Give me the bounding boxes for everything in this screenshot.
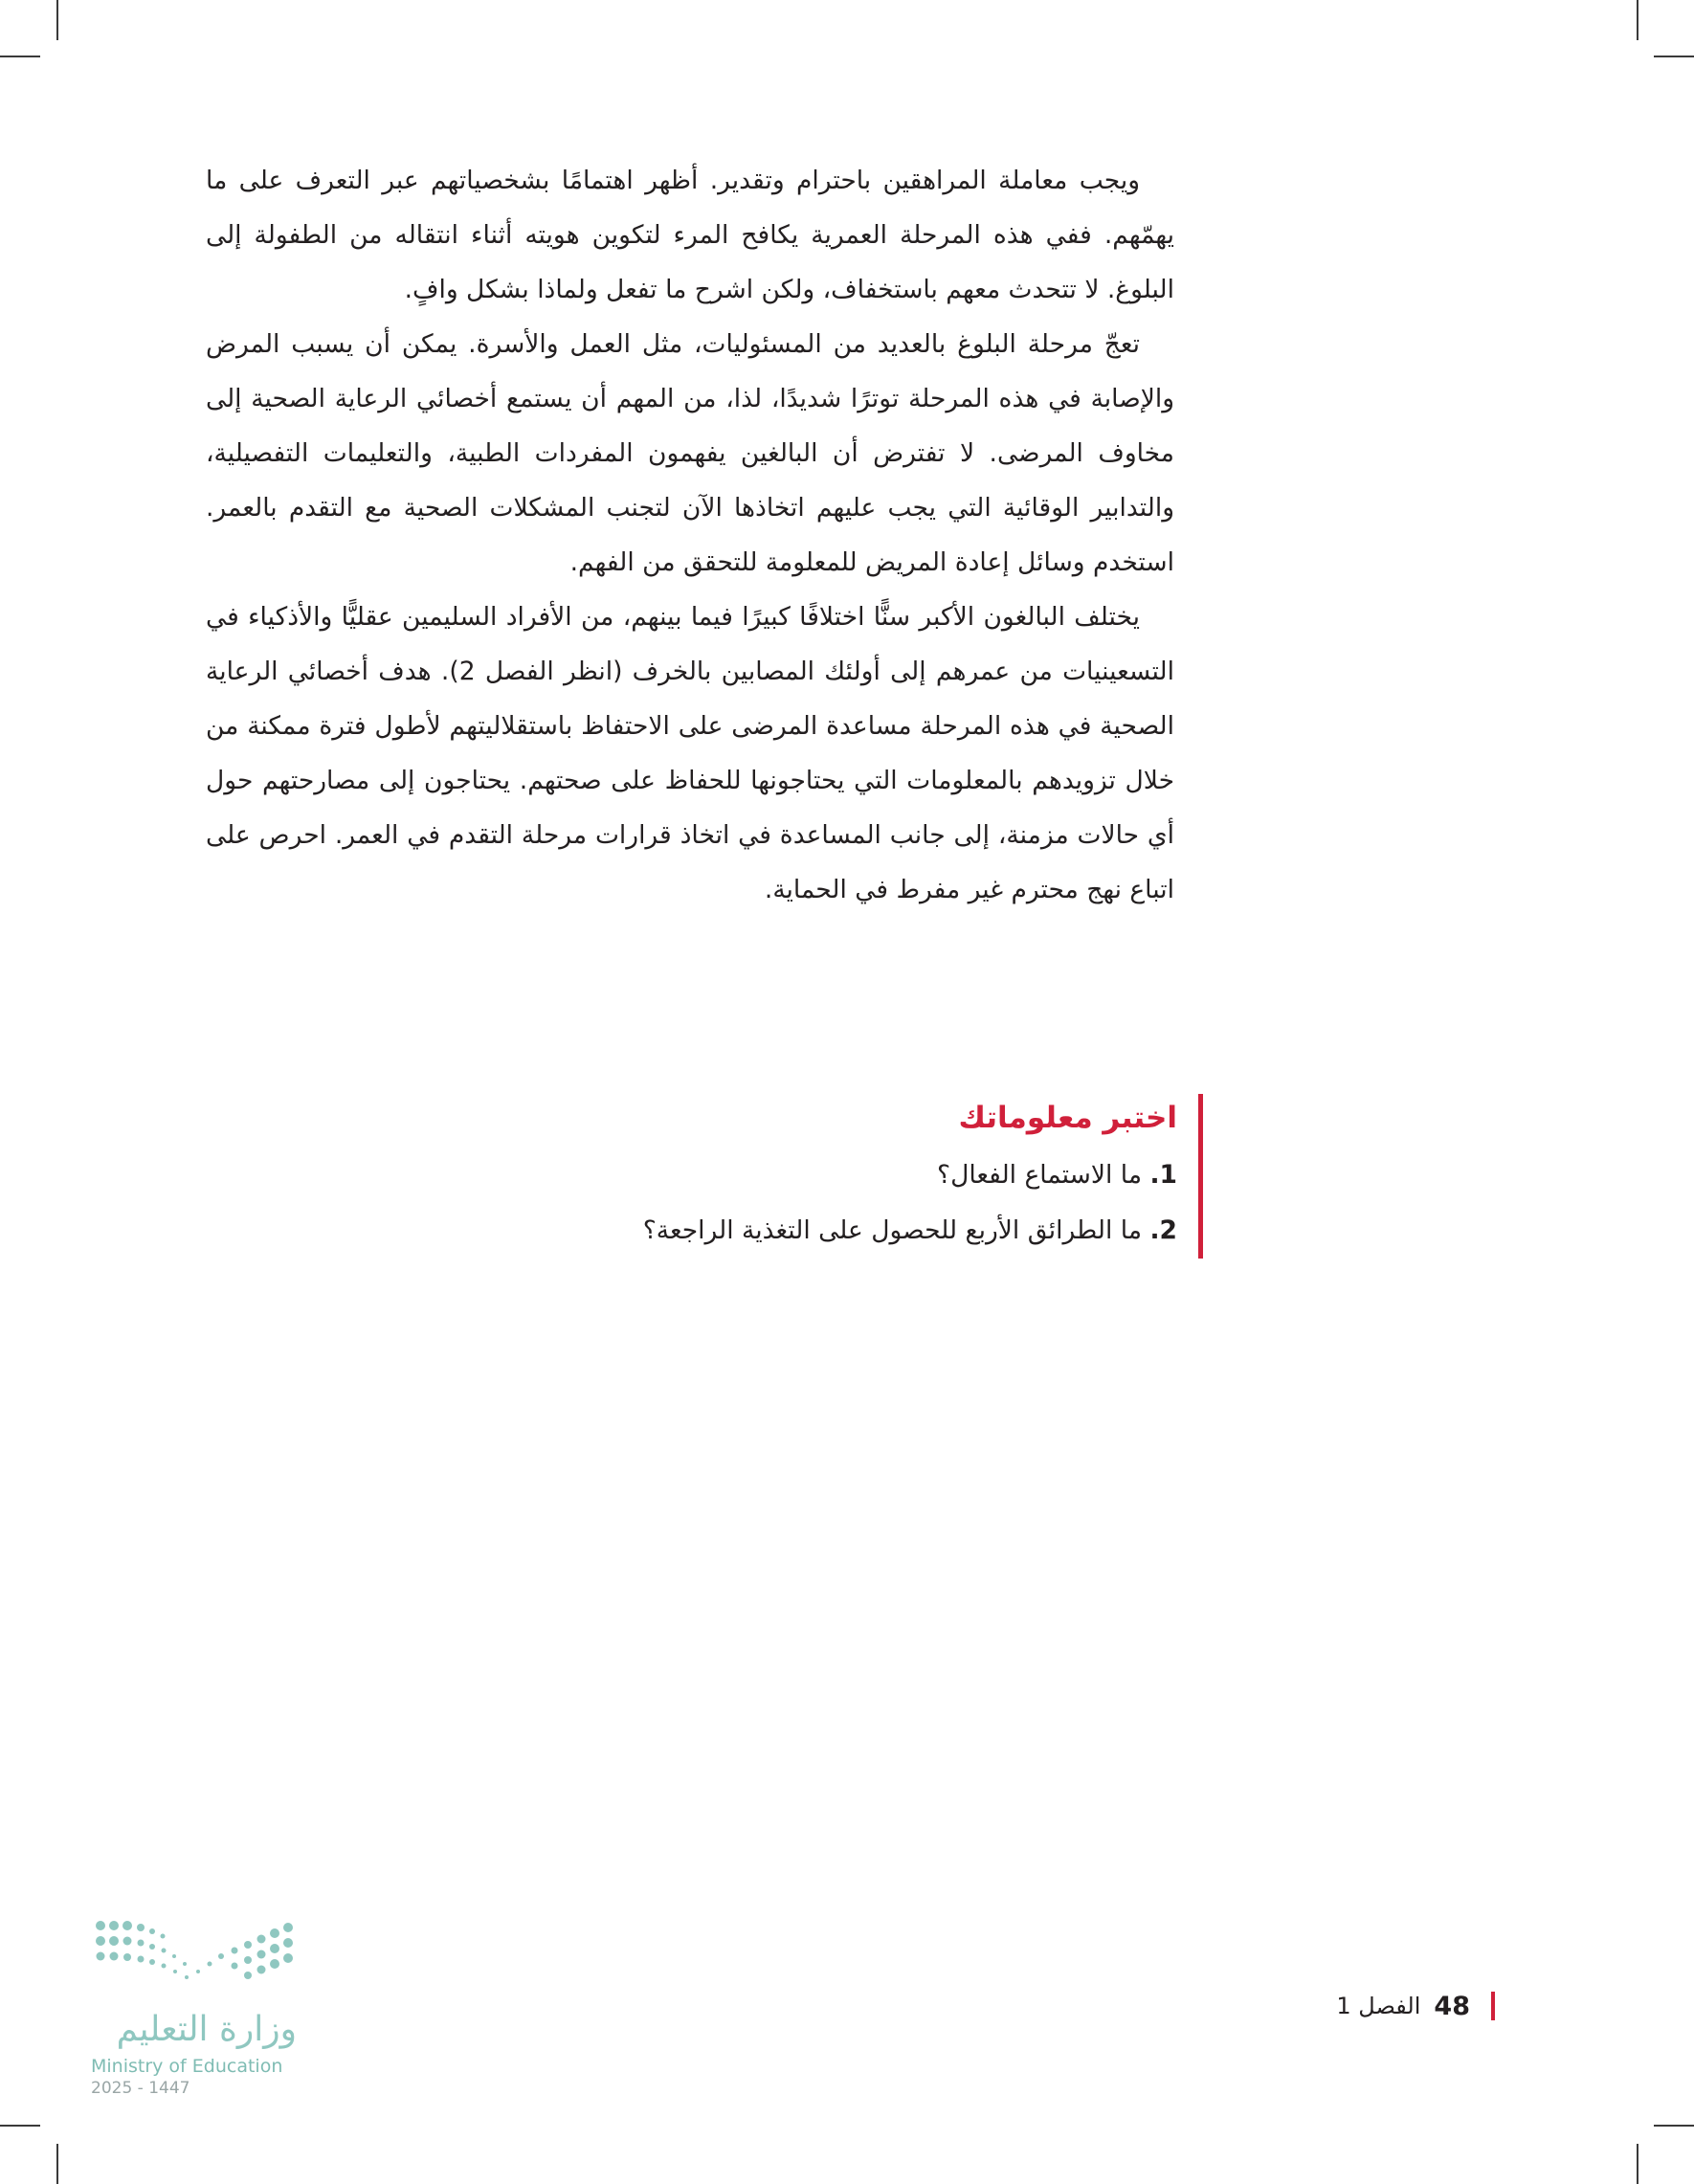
quiz-title: اختبر معلوماتك bbox=[958, 1101, 1177, 1135]
chapter-label: الفصل 1 bbox=[1336, 1993, 1421, 2019]
crop-mark bbox=[1637, 0, 1638, 40]
quiz-question bbox=[498, 1203, 1177, 1259]
question-number: 2. bbox=[1149, 1215, 1177, 1245]
crop-mark bbox=[0, 2125, 40, 2127]
logo-dots-icon bbox=[91, 1914, 311, 2010]
paragraph: يختلف البالغون الأكبر سنًّا اختلافًا كبيرًا فيما بينهم، من الأفراد السليمين عقليًّا والأذكياء في التسعينيات من عمرهم إلى أولئك المصابين بالخرف (انظر الفصل 2). هدف أخصائي الرعاية الصحية في هذه المرحلة مساعدة المرضى على الاحتفاظ باستقلاليتهم لأطول فترة ممكنة من خلال تزويدهم بالمعلومات التي يحتاجونها للحفاظ على صحتهم. يحتاجون إلى مصارحتهم حول أي حالات مزمنة، إلى جانب المساعدة في اتخاذ قرارات مرحلة التقدم في العمر. احرص على اتباع نهج محترم غير مفرط في الحماية. bbox=[206, 602, 1174, 904]
crop-mark bbox=[1637, 2144, 1638, 2184]
question-text: ما الطرائق الأربع للحصول على التغذية الراجعة؟ bbox=[642, 1215, 1143, 1245]
page-footer bbox=[1321, 1987, 1495, 2025]
quiz-box bbox=[498, 1094, 1203, 1259]
crop-mark bbox=[1654, 2125, 1694, 2127]
question-text: ما الاستماع الفعال؟ bbox=[937, 1160, 1143, 1190]
ministry-logo bbox=[91, 1914, 311, 2106]
crop-mark bbox=[56, 2144, 58, 2184]
crop-mark bbox=[56, 0, 58, 40]
crop-mark bbox=[0, 56, 40, 57]
crop-mark bbox=[1654, 56, 1694, 57]
page-number: 48 bbox=[1434, 1991, 1470, 2021]
footer-divider bbox=[1491, 1992, 1495, 2020]
quiz-question bbox=[498, 1148, 1177, 1203]
body-text bbox=[206, 153, 1174, 917]
paragraph: ويجب معاملة المراهقين باحترام وتقدير. أظهر اهتمامًا بشخصياتهم عبر التعرف على ما يهمّهم. ففي هذه المرحلة العمرية يكافح المرء لتكوين هويته أثناء انتقاله من الطفولة إلى البلوغ. لا تتحدث معهم باستخفاف، ولكن اشرح ما تفعل ولماذا بشكل وافٍ. bbox=[206, 166, 1174, 304]
logo-year: 2025 - 1447 bbox=[91, 2079, 190, 2098]
paragraph: تعجّ مرحلة البلوغ بالعديد من المسئوليات، مثل العمل والأسرة. يمكن أن يسبب المرض والإصابة في هذه المرحلة توترًا شديدًا، لذا، من المهم أن يستمع أخصائي الرعاية الصحية إلى مخاوف المرضى. لا تفترض أن البالغين يفهمون المفردات الطبية، والتعليمات التفصيلية، والتدابير الوقائية التي يجب عليهم اتخاذها الآن لتجنب المشكلات الصحية مع التقدم بالعمر. استخدم وسائل إعادة المريض للمعلومة للتحقق من الفهم. bbox=[206, 329, 1174, 577]
question-number: 1. bbox=[1149, 1160, 1177, 1190]
logo-english-text: Ministry of Education bbox=[91, 2056, 283, 2077]
logo-arabic-text: وزارة التعليم bbox=[116, 2010, 297, 2049]
